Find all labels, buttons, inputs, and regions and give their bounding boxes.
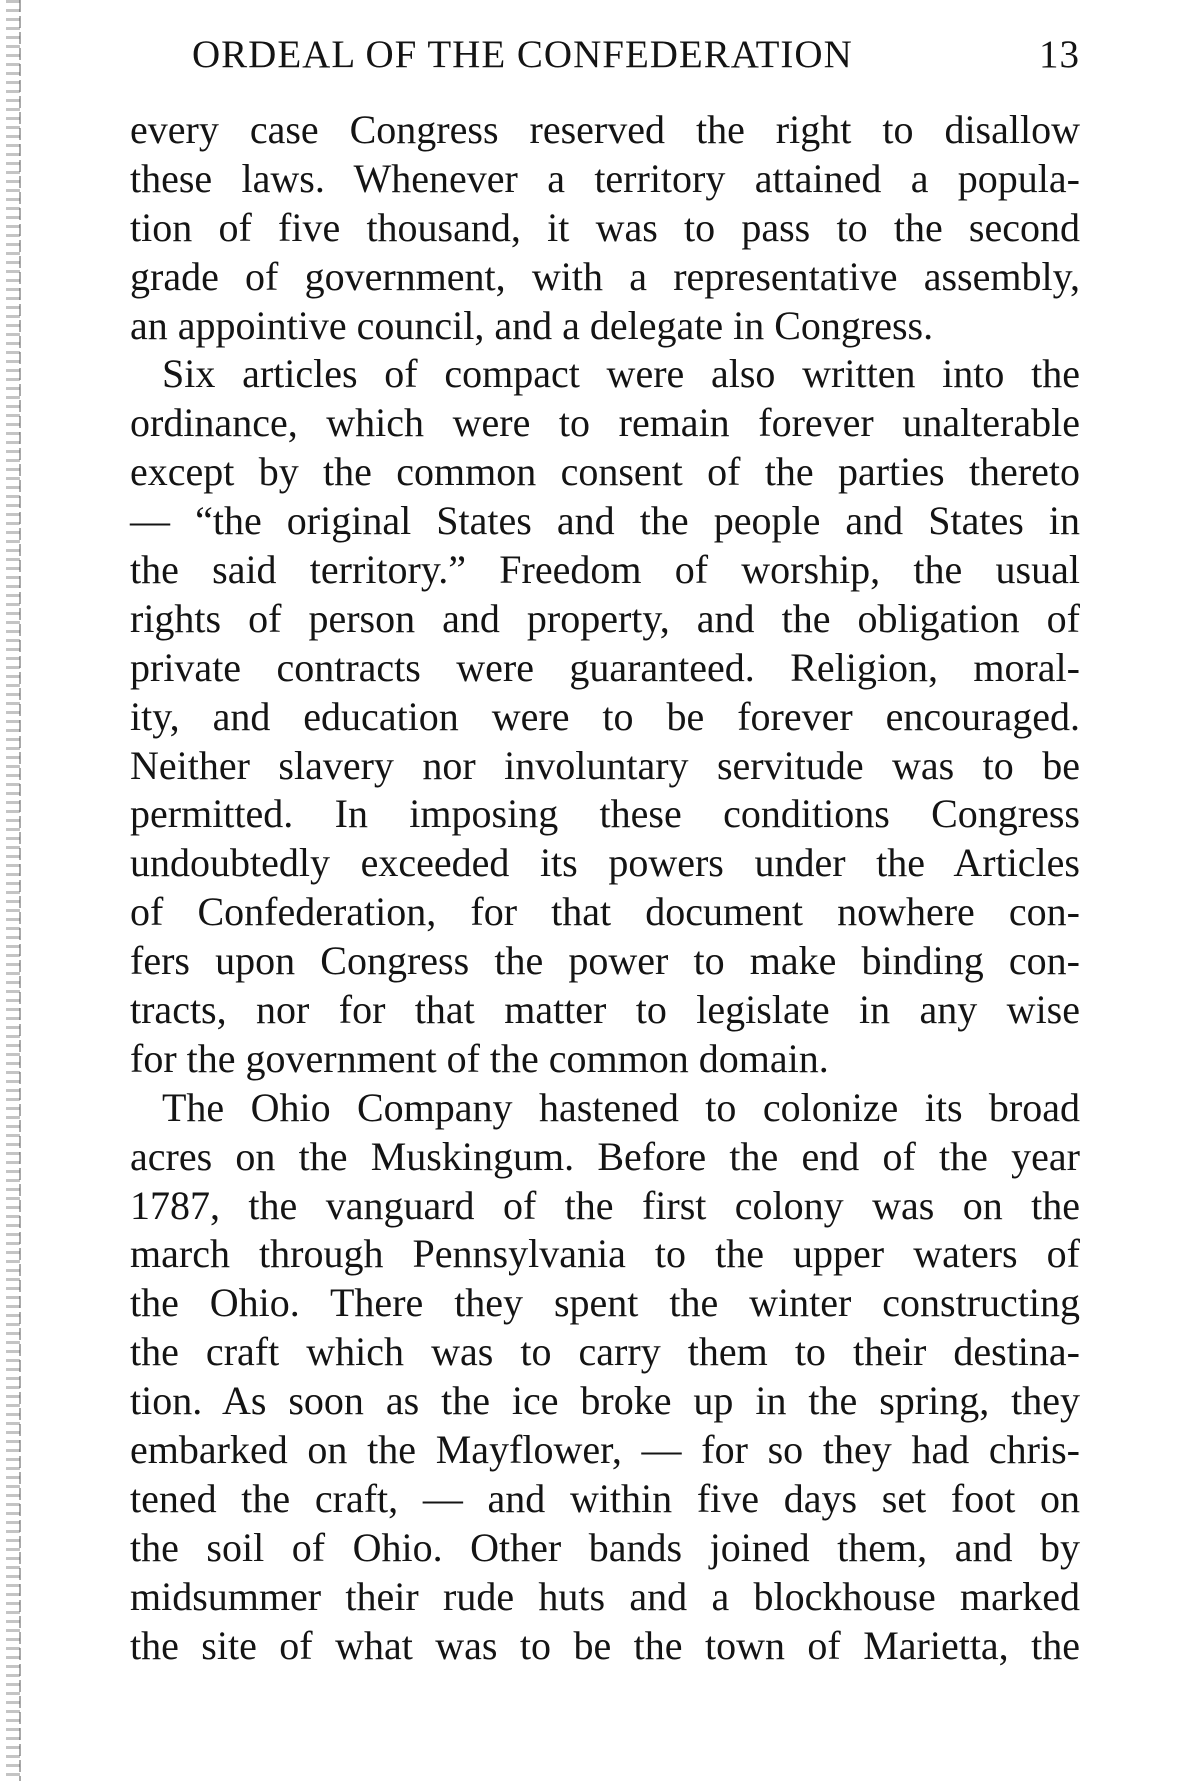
text-line: for the government of the common domain. [130,1035,829,1081]
text-line: the Ohio. There they spent the winter constructing [130,1280,1080,1326]
text-line: the said territory.” Freedom of worship, the usual [130,547,1080,593]
text-line: of Confederation, for that document nowhere con- [130,889,1080,935]
text-line: undoubtedly exceeded its powers under the Articles [130,840,1080,886]
text-line: tion of five thousand, it was to pass to the second [130,204,1080,250]
text-line: tracts, nor for that matter to legislate in any wise [130,987,1080,1033]
running-title: ORDEAL OF THE CONFEDERATION [192,32,853,76]
text-line: an appointive council, and a delegate in Congress. [130,302,934,348]
running-header [192,26,1080,82]
text-line: 1787, the vanguard of the first colony was on the [130,1182,1080,1228]
paragraph [130,1084,1080,1671]
text-line: ordinance, which were to remain forever unalterable [130,400,1080,446]
paragraph [130,106,1080,350]
text-line: tion. As soon as the ice broke up in the spring, they [130,1378,1080,1424]
text-line: ity, and education were to be forever encouraged. [130,693,1080,739]
text-line: Neither slavery nor involuntary servitude was to be [130,742,1080,788]
text-line: the site of what was to be the town of Marietta, the [130,1622,1080,1668]
paragraph [130,350,1080,1083]
text-line: grade of government, with a representative assembly, [130,253,1080,299]
text-line: The Ohio Company hastened to colonize its broad [162,1084,1080,1130]
text-line: except by the common consent of the parties thereto [130,449,1080,495]
text-line: embarked on the Mayflower, — for so they had chris- [130,1427,1080,1473]
text-line: rights of person and property, and the obligation of [130,595,1080,641]
text-line: every case Congress reserved the right to disallow [130,107,1080,152]
text-line: march through Pennsylvania to the upper waters of [130,1231,1080,1277]
text-line: private contracts were guaranteed. Religion, moral- [130,644,1080,690]
page-number: 13 [1039,32,1080,76]
text-line: — “the original States and the people and States in [130,498,1080,544]
page-gutter-line [19,0,21,1781]
text-line: acres on the Muskingum. Before the end of the year [130,1133,1080,1179]
page-binding-edge [6,0,20,1781]
page-body [130,106,1080,1671]
text-line: fers upon Congress the power to make binding con- [130,938,1080,984]
text-line: Six articles of compact were also written into the [162,351,1080,397]
text-line: permitted. In imposing these conditions Congress [130,791,1080,837]
text-line: the craft which was to carry them to their destina- [130,1329,1080,1375]
text-line: these laws. Whenever a territory attained a popula- [130,155,1080,201]
text-line: midsummer their rude huts and a blockhouse marked [130,1573,1080,1619]
text-line: the soil of Ohio. Other bands joined them, and by [130,1524,1080,1570]
text-line: tened the craft, — and within five days set foot on [130,1475,1080,1521]
